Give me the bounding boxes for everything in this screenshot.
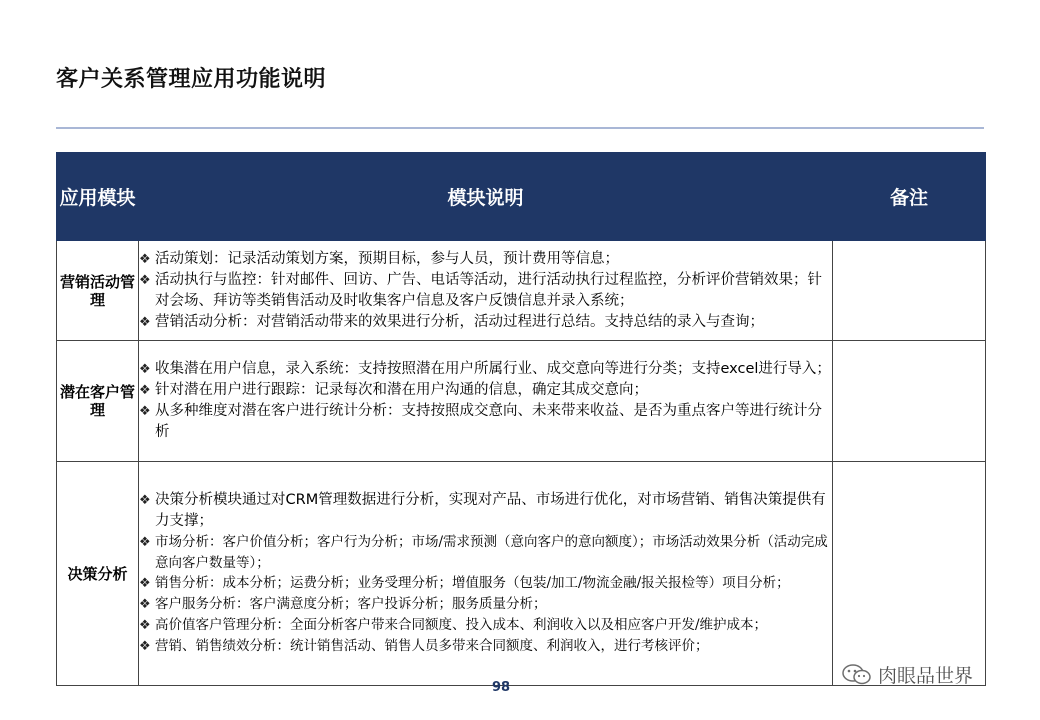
item-lead: 客户服务分析： — [155, 596, 250, 612]
item-text: 决策分析模块通过对CRM管理数据进行分析，实现对产品、市场进行优化，对市场营销、销售决策提供有力支撑； — [155, 492, 826, 529]
table-row — [57, 341, 986, 462]
list-item — [139, 401, 832, 443]
item-text: 活动策划：记录活动策划方案，预期目标，参与人员，预计费用等信息； — [155, 250, 619, 267]
list-item — [139, 636, 832, 657]
diamond-bullet-icon: ❖ — [139, 272, 151, 288]
table-row — [57, 241, 986, 341]
item-lead: 市场分析： — [155, 534, 223, 550]
diamond-bullet-icon: ❖ — [139, 535, 151, 550]
title-divider — [56, 127, 984, 129]
watermark — [842, 661, 973, 688]
list-item — [139, 270, 832, 312]
list-item — [139, 312, 832, 333]
item-text: 营销活动分析：对营销活动带来的效果进行分析，活动过程进行总结。支持总结的录入与查询； — [155, 313, 764, 330]
module-cell: 潜在客户管理 — [57, 341, 139, 462]
description-cell — [139, 341, 833, 462]
watermark-text: 肉眼品世界 — [878, 665, 974, 687]
diamond-bullet-icon: ❖ — [139, 597, 151, 612]
item-lead: 营销、销售绩效分析： — [155, 638, 290, 654]
item-text: 从多种维度对潜在客户进行统计分析：支持按照成交意向、未来带来收益、是否为重点客户等进行统计分析 — [155, 403, 822, 440]
list-item — [139, 594, 832, 615]
diamond-bullet-icon: ❖ — [139, 404, 151, 419]
list-item — [139, 532, 832, 573]
diamond-bullet-icon: ❖ — [139, 314, 151, 330]
item-lead: 销售分析： — [155, 575, 223, 591]
item-text: 全面分析客户带来合同额度、投入成本、利润收入以及相应客户开发/维护成本； — [290, 617, 768, 633]
note-cell — [833, 241, 986, 341]
chat-bubbles-icon — [842, 663, 872, 687]
page-number: 98 — [492, 680, 511, 695]
description-cell — [139, 241, 833, 341]
list-item — [139, 615, 832, 636]
page-title: 客户关系管理应用功能说明 — [56, 67, 327, 92]
diamond-bullet-icon: ❖ — [139, 383, 151, 398]
item-text: 成本分析；运费分析；业务受理分析；增值服务（包装/加工/物流金融/报关报检等）项目分析； — [222, 575, 790, 591]
function-table — [56, 152, 986, 686]
list-item — [139, 380, 832, 401]
note-cell — [833, 462, 986, 686]
module-cell: 决策分析 — [57, 462, 139, 686]
item-text: 客户满意度分析；客户投诉分析；服务质量分析； — [249, 596, 547, 612]
diamond-bullet-icon: ❖ — [139, 618, 151, 633]
item-text: 统计销售活动、销售人员多带来合同额度、利润收入，进行考核评价； — [290, 638, 709, 654]
diamond-bullet-icon: ❖ — [139, 639, 151, 654]
list-item — [139, 359, 832, 380]
table-header-row — [57, 153, 986, 241]
note-cell — [833, 341, 986, 462]
diamond-bullet-icon: ❖ — [139, 251, 151, 267]
item-text: 收集潜在用户信息，录入系统：支持按照潜在用户所属行业、成交意向等进行分类；支持excel进行导入； — [155, 361, 831, 377]
diamond-bullet-icon: ❖ — [139, 362, 151, 377]
header-description: 模块说明 — [139, 153, 833, 241]
list-item — [139, 249, 832, 270]
table-row — [57, 462, 986, 686]
item-text: 针对潜在用户进行跟踪：记录每次和潜在用户沟通的信息，确定其成交意向； — [155, 382, 648, 398]
list-item — [139, 490, 832, 532]
header-module: 应用模块 — [57, 153, 139, 241]
module-cell: 营销活动管理 — [57, 241, 139, 341]
item-text: 客户价值分析；客户行为分析；市场/需求预测（意向客户的意向额度）；市场活动效果分析（活动完成意向客户数量等）； — [155, 534, 828, 571]
list-item — [139, 573, 832, 594]
diamond-bullet-icon: ❖ — [139, 493, 151, 508]
description-cell — [139, 462, 833, 686]
item-text: 活动执行与监控：针对邮件、回访、广告、电话等活动，进行活动执行过程监控，分析评价营销效果；针对会场、拜访等类销售活动及时收集客户信息及客户反馈信息并录入系统； — [155, 271, 822, 309]
header-note: 备注 — [833, 153, 986, 241]
item-lead: 高价值客户管理分析： — [155, 617, 290, 633]
diamond-bullet-icon: ❖ — [139, 576, 151, 591]
